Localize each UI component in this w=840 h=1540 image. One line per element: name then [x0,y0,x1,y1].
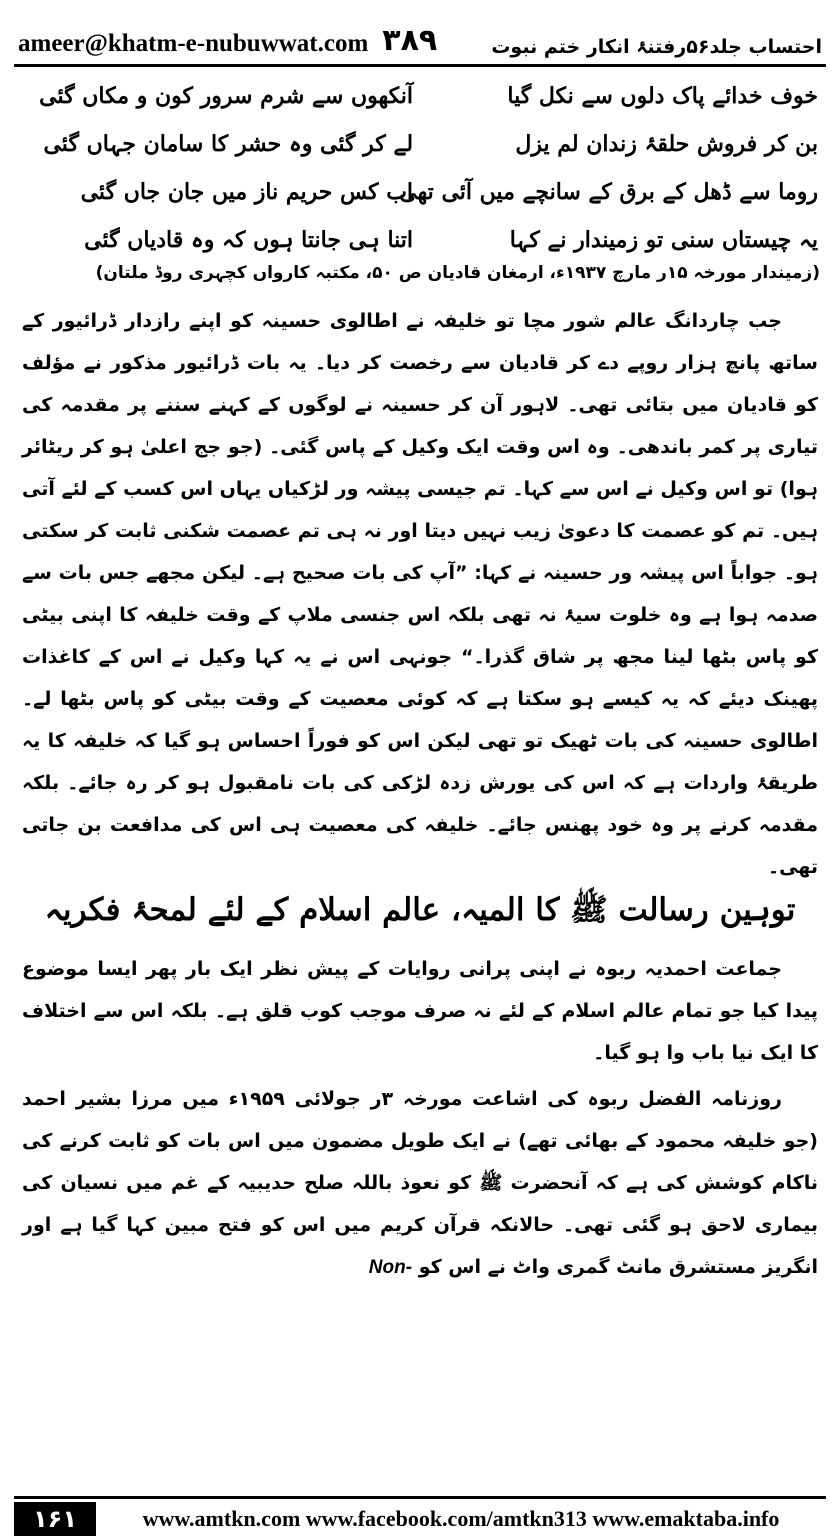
poem-line-right: یہ چیستاں سنی تو زمیندار نے کہا [509,227,818,253]
paragraph-alfazl [22,1078,818,1289]
poem-line-left: آنکھوں سے شرم سرور کون و مکاں گئی [39,83,414,109]
book-title: احتساب جلد۵۶رفتنۂ انکار ختم نبوت [491,36,822,58]
section-heading: توہین رسالت ﷺ کا المیہ، عالم اسلام کے لئے لمحۂ فکریہ [44,892,796,928]
page-number: ۳۸۹ [382,23,438,58]
poem-line-left: اب کس حریم ناز میں جان جاں گئی [80,179,414,205]
paragraph-intro [22,948,818,1074]
poem-couplet [24,168,818,216]
poem-line-left: اتنا ہی جانتا ہوں کہ وہ قادیاں گئی [84,227,414,253]
footer-rule [14,1496,826,1499]
poem-line-left: لے کر گئی وہ حشر کا سامان جہاں گئی [43,131,414,157]
poem-line-right: بن کر فروش حلقۂ زندان لم یزل [515,131,818,157]
poem-line-right: خوف خدائے پاک دلوں سے نکل گیا [507,83,818,109]
citation: (زمیندار مورخہ ۱۵ر مارچ ۱۹۳۷ء، ارمغان قادیان ص ۵۰، مکتبہ کارواں کچہری روڈ ملتان) [95,263,820,283]
poem-couplet [24,216,818,264]
header-rule [14,64,826,67]
latin-word: Non- [368,1257,413,1278]
poem [24,72,818,264]
website-links[interactable]: www.amtkn.com www.facebook.com/amtkn313 www.emaktaba.info [142,1506,780,1531]
poem-couplet [24,120,818,168]
paragraph-text: جب چاردانگ عالم شور مچا تو خلیفہ نے اطالوی حسینہ کو اپنے رازدار ڈرائیور کے ساتھ پانچ ہزار روپے دے کر قادیان سے رخصت کر دیا۔ یہ بات ڈرائیور مذکور نے مؤلف کو قادیان میں بتائی تھی۔ لاہور آن کر حسینہ نے لوگوں کے کہنے سننے پر مقدمہ کی تیاری پر کمر باندھی۔ وہ اس وقت ایک وکیل کے پاس گئی۔ (جو جج اعلیٰ ہو کر ریٹائر ہوا) تو اس وکیل نے اس سے کہا۔ تم جیسی پیشہ ور لڑکیاں یہاں اس کسب کے لئے آتی ہیں۔ تم کو عصمت کا دعویٰ زیب نہیں دیتا اور نہ ہی تم عصمت شکنی ثابت کر سکتی ہو۔ جواباً اس پیشہ ور حسینہ نے کہا: ”آپ کی بات صحیح ہے۔ لیکن مجھے جس بات سے صدمہ ہوا ہے وہ خلوت سیۂ نہ تھی بلکہ اس جنسی ملاپ کے وقت خلیفہ کا اپنی بیٹی کو پاس بٹھا لینا مجھ پر شاق گذرا۔“ جونہی اس نے یہ کہا وکیل نے اس کے کاغذات پھینک دیئے کہ یہ کیسے ہو سکتا ہے کہ کوئی معصیت کے وقت بیٹی کو پاس بٹھا لے۔ اطالوی حسینہ کی بات ٹھیک تو تھی لیکن اس کو فوراً احساس ہو گیا کہ خلیفہ کا یہ طریقۂ واردات ہے کہ اس کی یورش زدہ لڑکی کی بات نامقبول ہو کر رہ جائے۔ بلکہ مقدمہ کرنے پر وہ خود پھنس جائے۔ خلیفہ کی معصیت ہی اس کی مدافعت بن جاتی تھی۔ [22,310,818,878]
paragraph-text: جماعت احمدیہ ربوہ نے اپنی پرانی روایات کے پیش نظر ایک بار پھر ایسا موضوع پیدا کیا جو تمام عالم اسلام کے لئے نہ صرف موجب کوب قلق ہے۔ بلکہ اس سے اختلاف کا ایک نیا باب وا ہو گیا۔ [22,958,818,1064]
poem-couplet [24,72,818,120]
paragraph-story [22,300,818,888]
page-footer [14,1500,826,1538]
email-address[interactable]: ameer@khatm-e-nubuwwat.com [18,30,369,57]
folio-number: ۱۶۱ [14,1502,96,1536]
poem-line-right: روما سے ڈھل کے برق کے سانچے میں آئی تھی [399,179,818,205]
header-left [18,24,437,58]
paragraph-text-urdu: روزنامہ الفضل ربوہ کی اشاعت مورخہ ۳ر جولائی ۱۹۵۹ء میں مرزا بشیر احمد (جو خلیفہ محمود کے بھائی تھے) نے ایک طویل مضمون میں اس بات کو ثابت کرنے کی ناکام کوشش کی ہے کہ آنحضرت ﷺ کو نعوذ باللہ صلح حدیبیہ کے غم میں نسیان کی بیماری لاحق ہو گئی تھی۔ حالانکہ قرآن کریم میں اس کو فتح مبین کہا گیا ہے اور انگریز مستشرق مانٹ گمری واٹ نے اس کو [22,1088,818,1278]
paragraph-text [22,1078,818,1289]
page-header [18,14,822,58]
